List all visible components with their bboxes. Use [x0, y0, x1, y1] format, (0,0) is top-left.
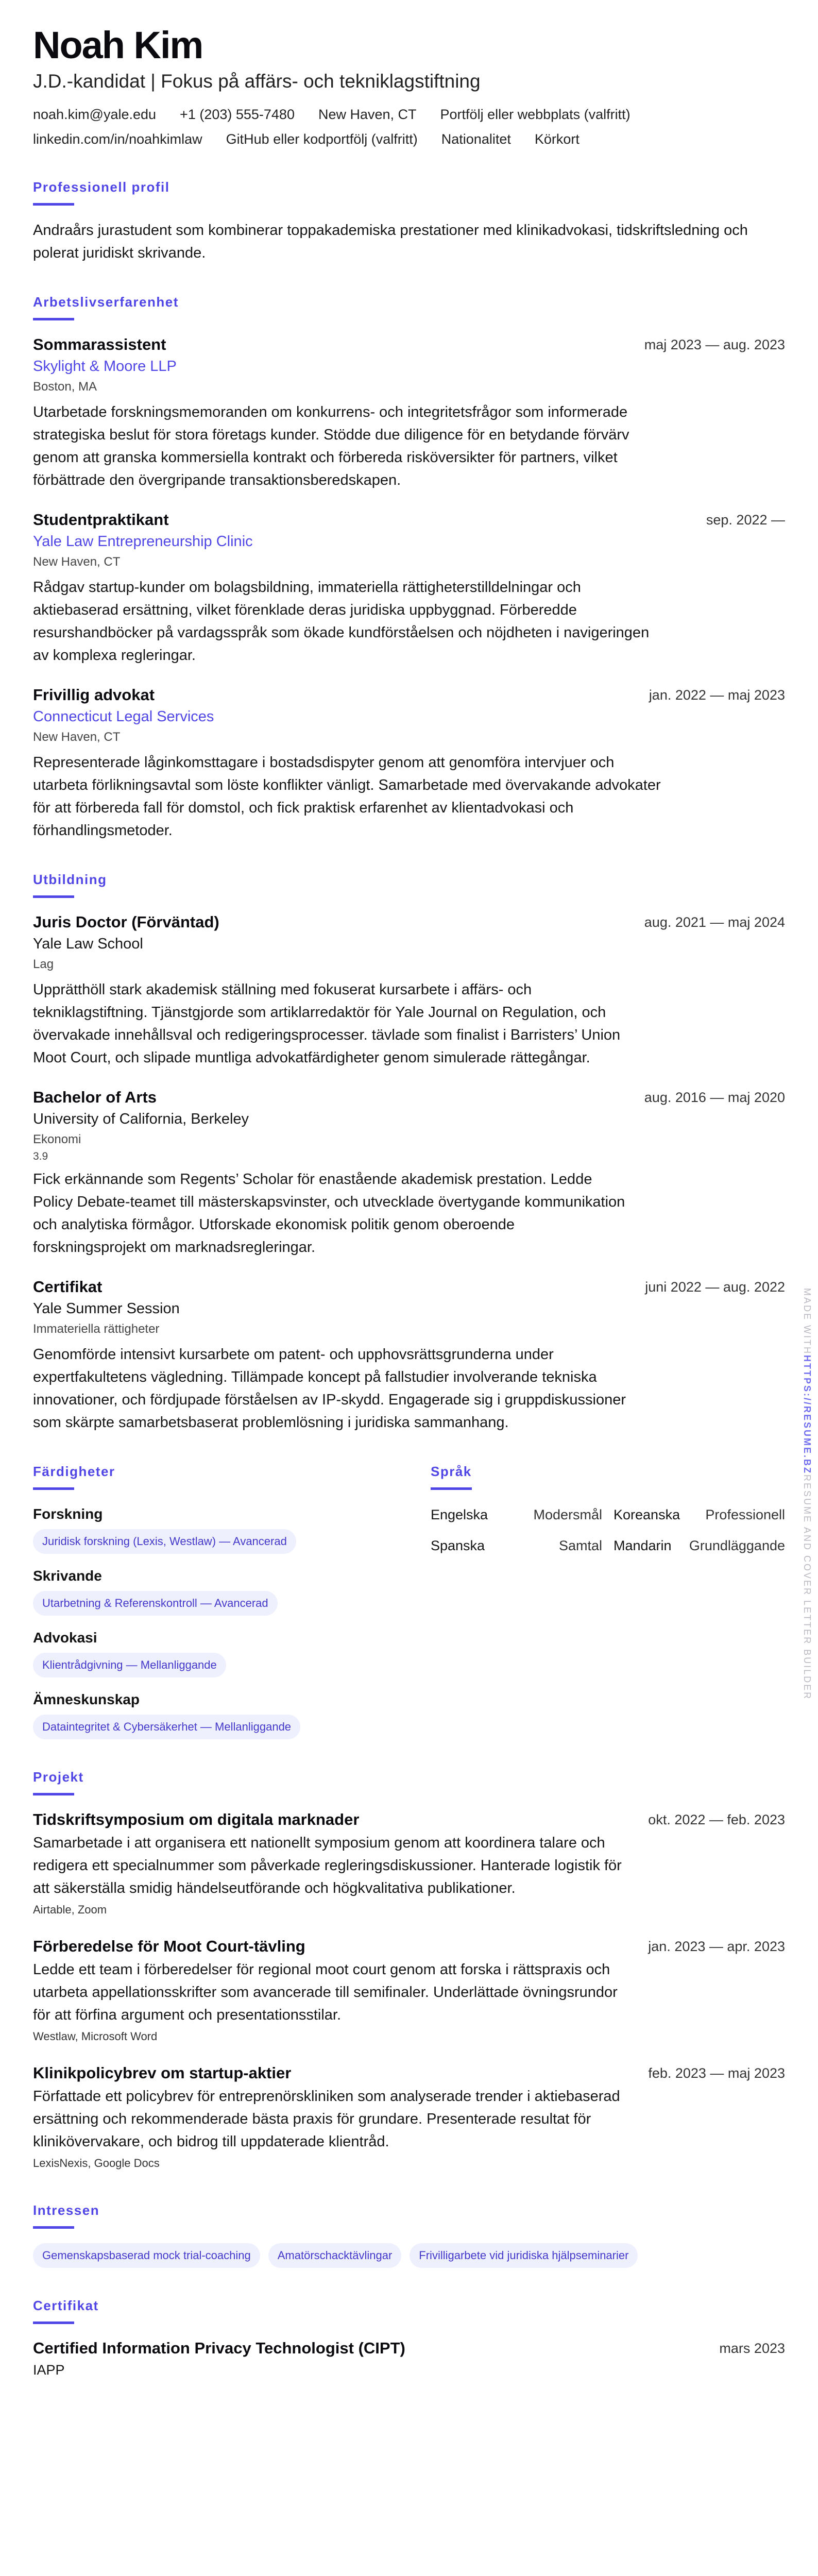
job-description: Utarbetade forskningsmemoranden om konkurrens- och integritetsfrågor som informerade strategiska beslut för stora företags kunder. Stödde due diligence för en betydande förvärv genom att granska kommersiella kontrakt och förbereda risköversikter för partners, vilket förbättrade den övergripande transaktionsberedskapen. — [33, 404, 629, 488]
section-heading: Projekt — [33, 1769, 84, 1785]
languages-section — [431, 1463, 785, 1739]
project-tools: Airtable, Zoom — [33, 1903, 107, 1916]
project-date: okt. 2022 — feb. 2023 — [648, 1812, 785, 1827]
education-entry — [33, 1088, 785, 1259]
watermark-suffix: RESUME AND COVER LETTER BUILDER — [802, 1475, 812, 1701]
interest-tag: Frivilligarbete vid juridiska hjälpseminarier — [410, 2243, 638, 2268]
education-date: aug. 2016 — maj 2020 — [644, 1090, 785, 1105]
skill-group — [33, 1690, 431, 1739]
work-section — [33, 293, 785, 842]
job-location: New Haven, CT — [33, 555, 121, 569]
section-heading: Intressen — [33, 2202, 100, 2218]
skills-languages-row — [33, 1463, 785, 1739]
language-level: Samtal — [558, 1538, 602, 1553]
language-item — [614, 1504, 785, 1525]
skill-tag: Dataintegritet & Cybersäkerhet — Mellanliggande — [33, 1715, 300, 1739]
project-title: Förberedelse för Moot Court-tävling — [33, 1937, 305, 1955]
job-location: Boston, MA — [33, 380, 97, 394]
section-heading: Professionell profil — [33, 179, 170, 195]
watermark-prefix: MADE WITH — [802, 1288, 812, 1355]
education-description: Genomförde intensivt kursarbete om patent- och upphovsrättsgrunderna under expertfakultetens vägledning. Tillämpade koncept på fallstudier involverande tekniska innovationer, och fördjupade förståelsen av IP-skydd. Engagerade sig i gruppdiskussioner som skärpte samarbetsbaserat problemlösning i juridiska sammanhang. — [33, 1346, 626, 1431]
project-entry — [33, 2063, 785, 2173]
job-title: Studentpraktikant — [33, 511, 169, 529]
project-tools: LexisNexis, Google Docs — [33, 2157, 160, 2170]
degree: Bachelor of Arts — [33, 1088, 157, 1106]
section-heading: Utbildning — [33, 872, 107, 887]
language-level: Grundläggande — [689, 1538, 785, 1553]
watermark-link[interactable]: HTTPS://RESUME.BZ — [802, 1355, 812, 1475]
projects-section — [33, 1768, 785, 2173]
job-description: Representerade låginkomsttagare i bostadsdispyter genom att genomföra intervjuer och utarbeta förlikningsavtal som löste konflikter vänligt. Samarbetade med övervakande advokater för att förbereda fall för domstol, och fick praktisk erfarenhet av klientadvokasi och förhandlingsmetoder. — [33, 754, 661, 839]
language-name: Spanska — [431, 1538, 485, 1553]
interest-tag: Amatörschacktävlingar — [268, 2243, 402, 2268]
work-entry — [33, 685, 785, 842]
interest-tag: Gemenskapsbaserad mock trial-coaching — [33, 2243, 260, 2268]
project-description: Samarbetade i att organisera ett nationellt symposium genom att koordinera talare och redigera ett specialnummer som påverkade regleringsdiskussioner. Hanterade logistik för att säkerställa smidig händelseutförande och högkvalitativa publikationer. — [33, 1835, 622, 1896]
project-entry — [33, 1937, 785, 2046]
education-date: juni 2022 — aug. 2022 — [645, 1279, 785, 1295]
section-underline — [33, 2321, 74, 2324]
field-of-study: Ekonomi — [33, 1132, 81, 1146]
project-description: Ledde ett team i förberedelser för regional moot court genom att forska i rättspraxis och utarbeta appellationsskrifter som avancerade till semifinaler. Underlättade övningsrundor för att förfina argument och presentationsstilar. — [33, 1961, 618, 2023]
contact-location: New Haven, CT — [318, 107, 417, 122]
skill-group — [33, 1628, 431, 1677]
gpa: 3.9 — [33, 1150, 48, 1162]
job-date: maj 2023 — aug. 2023 — [644, 337, 785, 352]
contact-list — [33, 104, 744, 149]
education-description: Upprätthöll stark akademisk ställning med fokuserat kursarbete i affärs- och tekniklagstiftning. Tjänstgjorde som artiklarredaktör för Yale Journal on Regulation, och övervakade innehållsval och redigeringsprocesser. tävlade som finalist i Barristers’ Union Moot Court, och slipade muntliga advokatfärdigheter genom simulerade rättegångar. — [33, 981, 621, 1066]
certifications-section — [33, 2297, 785, 2381]
skill-group-title: Advokasi — [33, 1630, 97, 1646]
project-date: feb. 2023 — maj 2023 — [648, 2065, 785, 2081]
job-date: sep. 2022 — — [706, 512, 785, 528]
education-entry — [33, 912, 785, 1069]
project-title: Klinikpolicybrev om startup-aktier — [33, 2064, 292, 2082]
section-underline — [431, 1487, 472, 1490]
profile-text: Andraårs jurastudent som kombinerar toppakademiska prestationer med klinikadvokasi, tidskriftsledning och polerat juridiskt skrivande. — [33, 222, 748, 261]
contact-nationality: Nationalitet — [441, 131, 511, 147]
language-name: Mandarin — [614, 1538, 672, 1553]
language-level: Modersmål — [533, 1507, 602, 1522]
skill-group — [33, 1566, 431, 1616]
section-heading: Arbetslivserfarenhet — [33, 294, 179, 310]
skill-group-title: Skrivande — [33, 1568, 102, 1584]
section-underline — [33, 895, 74, 898]
section-underline — [33, 2226, 74, 2229]
language-name: Koreanska — [614, 1507, 680, 1522]
certification-date: mars 2023 — [719, 2341, 785, 2356]
degree: Certifikat — [33, 1278, 103, 1296]
skill-group-title: Forskning — [33, 1506, 103, 1522]
skill-tag: Klientrådgivning — Mellanliggande — [33, 1653, 226, 1677]
project-description: Författade ett policybrev för entreprenörskliniken som analyserade trender i aktiebaserad ersättning och rekommenderade bästa praxis för grundare. Presenterade resultat för klinikövervakare, och bidrog till uppdaterade klientråd. — [33, 2088, 620, 2150]
interests-section — [33, 2201, 785, 2268]
language-item — [431, 1504, 602, 1525]
job-date: jan. 2022 — maj 2023 — [649, 687, 785, 703]
job-description: Rådgav startup-kunder om bolagsbildning, immateriella rättigheterstilldelningar och aktiebaserad ersättning, vilket förenklade deras juridiska uppbyggnad. Förberedde resurshandböcker på vardagsspråk som ökade kundförståelsen och nöjdheten i navigeringen av komplexa regleringar. — [33, 579, 650, 664]
skill-group — [33, 1504, 431, 1554]
section-underline — [33, 318, 74, 320]
education-description: Fick erkännande som Regents’ Scholar för enastående akademisk prestation. Ledde Policy Debate-teamet till mästerskapsvinster, och utvecklade övertygande kommunikation och analytiska förmågor. Utforskade ekonomisk politik genom oberoende forskningsprojekt om marknadsregleringar. — [33, 1171, 625, 1256]
job-company: Connecticut Legal Services — [33, 708, 214, 725]
project-date: jan. 2023 — apr. 2023 — [648, 1939, 785, 1954]
work-entry — [33, 510, 785, 667]
contact-github[interactable]: GitHub eller kodportfölj (valfritt) — [226, 131, 418, 147]
project-title: Tidskriftsymposium om digitala marknader — [33, 1810, 360, 1828]
language-name: Engelska — [431, 1507, 488, 1522]
section-underline — [33, 1793, 74, 1795]
candidate-name: Noah Kim — [33, 24, 203, 66]
education-section — [33, 871, 785, 1434]
certification-issuer: IAPP — [33, 2362, 65, 2378]
contact-phone[interactable]: +1 (203) 555-7480 — [180, 107, 295, 122]
certification-entry — [33, 2338, 785, 2381]
section-heading: Certifikat — [33, 2298, 99, 2313]
project-entry — [33, 1810, 785, 1919]
skills-section — [33, 1463, 431, 1739]
job-company: Yale Law Entrepreneurship Clinic — [33, 533, 253, 550]
section-underline — [33, 203, 74, 206]
language-item — [614, 1535, 785, 1556]
education-entry — [33, 1277, 785, 1434]
candidate-title: J.D.-kandidat | Fokus på affärs- och tekniklagstiftning — [33, 71, 481, 92]
skill-tag: Utarbetning & Referenskontroll — Avancerad — [33, 1591, 278, 1616]
certification-name: Certified Information Privacy Technologist (CIPT) — [33, 2339, 405, 2357]
section-heading: Språk — [431, 1464, 472, 1479]
profile-section — [33, 178, 785, 264]
contact-email[interactable]: noah.kim@yale.edu — [33, 107, 157, 122]
contact-portfolio[interactable]: Portfölj eller webbplats (valfritt) — [440, 107, 630, 122]
contact-license: Körkort — [534, 131, 580, 147]
contact-linkedin[interactable]: linkedin.com/in/noahkimlaw — [33, 131, 202, 147]
language-level: Professionell — [705, 1507, 785, 1522]
field-of-study: Immateriella rättigheter — [33, 1322, 160, 1336]
school: Yale Summer Session — [33, 1300, 180, 1317]
education-date: aug. 2021 — maj 2024 — [644, 914, 785, 930]
work-entry — [33, 335, 785, 492]
degree: Juris Doctor (Förväntad) — [33, 913, 219, 931]
language-item — [431, 1535, 602, 1556]
school: University of California, Berkeley — [33, 1111, 249, 1127]
watermark — [802, 1288, 812, 1700]
skill-tag: Juridisk forskning (Lexis, Westlaw) — Avancerad — [33, 1529, 296, 1554]
section-underline — [33, 1487, 74, 1490]
job-title: Frivillig advokat — [33, 686, 155, 704]
school: Yale Law School — [33, 936, 143, 952]
section-heading: Färdigheter — [33, 1464, 115, 1479]
job-title: Sommarassistent — [33, 335, 166, 353]
field-of-study: Lag — [33, 957, 54, 971]
skill-group-title: Ämneskunskap — [33, 1691, 140, 1707]
job-company: Skylight & Moore LLP — [33, 358, 177, 375]
job-location: New Haven, CT — [33, 730, 121, 744]
project-tools: Westlaw, Microsoft Word — [33, 2030, 158, 2043]
